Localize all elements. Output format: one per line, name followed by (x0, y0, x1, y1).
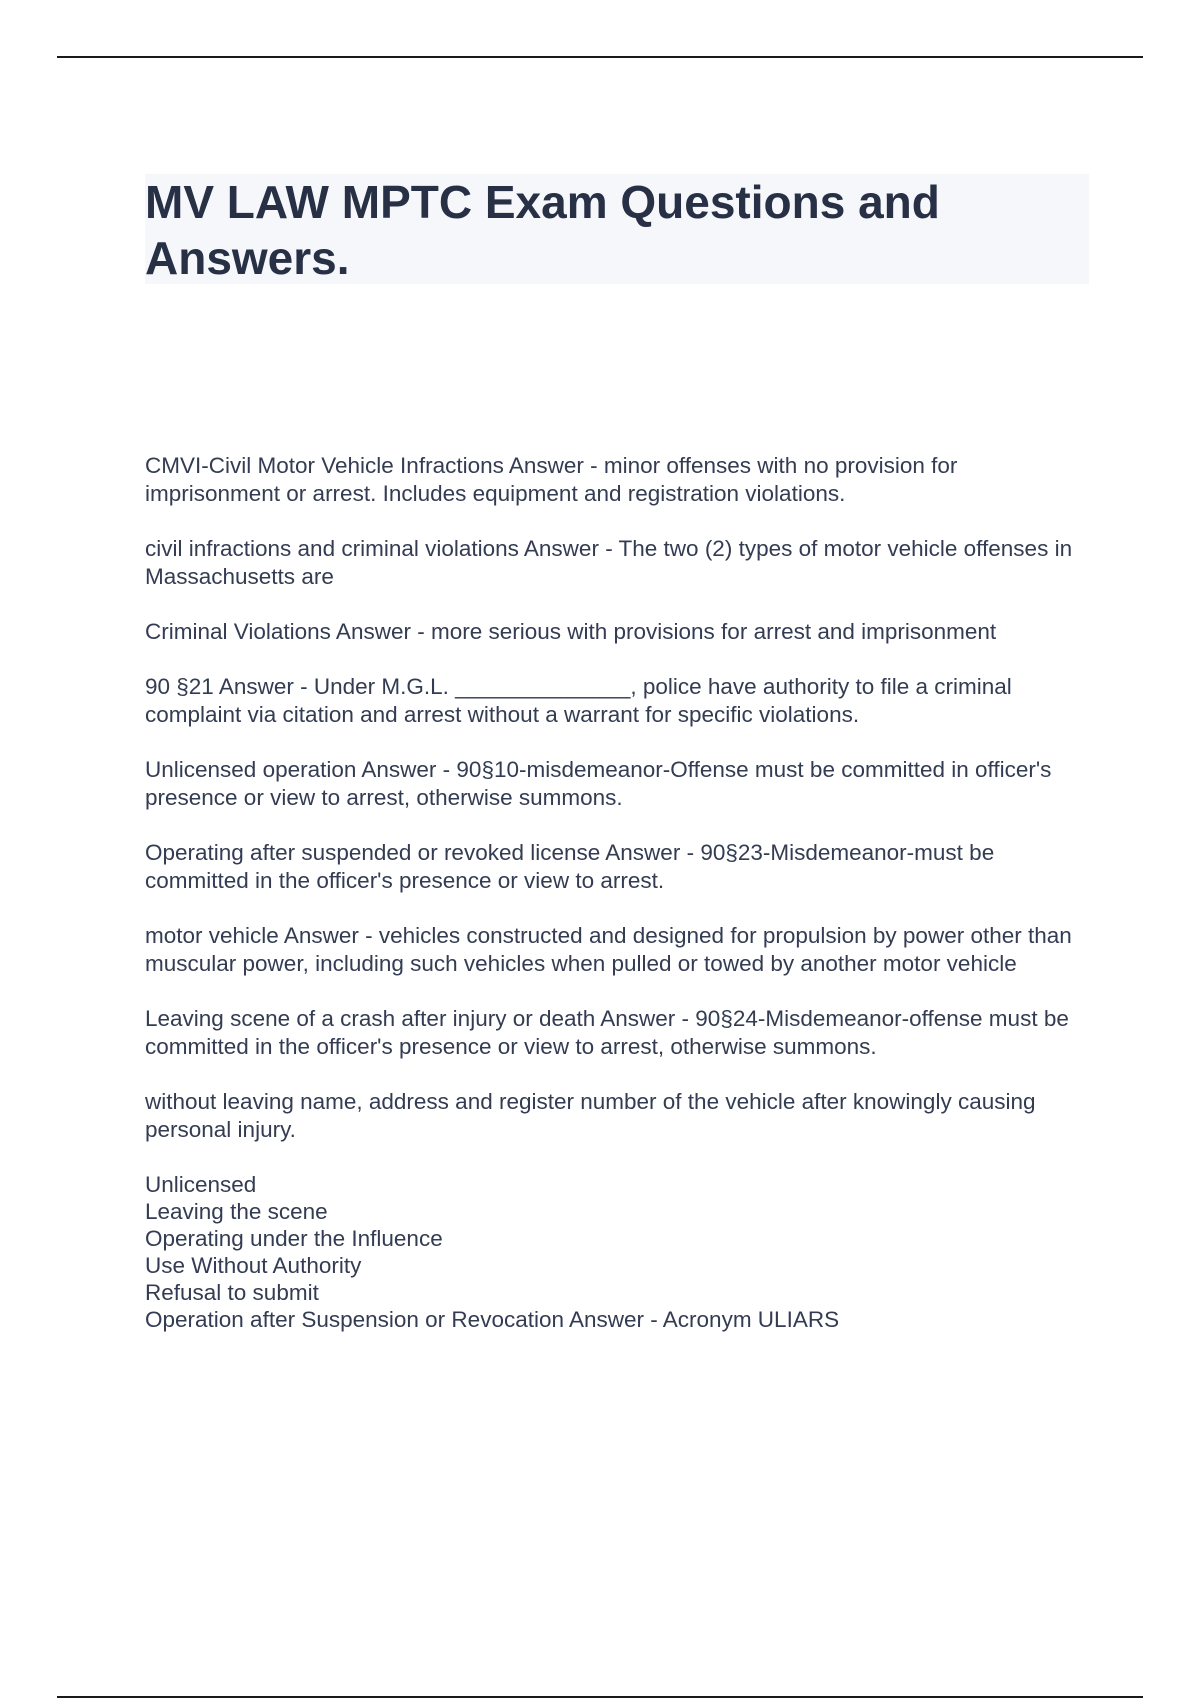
acronym-line: Operating under the Influence (145, 1226, 443, 1251)
qa-answer: The two (2) types of motor vehicle offenses in Massachusetts are (145, 536, 1073, 589)
qa-item (145, 922, 1090, 978)
acronym-list (145, 1171, 1090, 1333)
qa-term: civil infractions and criminal violations (145, 536, 519, 561)
qa-item (145, 452, 1090, 508)
qa-separator: Answer - (518, 536, 619, 561)
qa-term: motor vehicle (145, 923, 279, 948)
title-block (145, 174, 1089, 284)
qa-term: Unlicensed operation (145, 757, 357, 782)
qa-separator: Answer - (330, 619, 431, 644)
bottom-rule (57, 1696, 1143, 1698)
qa-term: CMVI-Civil Motor Vehicle Infractions (145, 453, 504, 478)
qa-item (145, 1005, 1090, 1061)
qa-term: 90 §21 (145, 674, 214, 699)
qa-separator: Answer - (503, 453, 604, 478)
acronym-line: Unlicensed (145, 1172, 257, 1197)
qa-item (145, 618, 1090, 646)
qa-separator: Answer - (595, 1006, 696, 1031)
qa-separator: Answer - (356, 757, 457, 782)
acronym-line: Operation after Suspension or Revocation Answer - Acronym ULIARS (145, 1307, 840, 1332)
qa-item (145, 673, 1090, 729)
qa-separator: Answer - (600, 840, 701, 865)
qa-answer: 90§24-Misdemeanor-offense must be committed in the officer's presence or view to arrest, otherwise summons. (145, 1006, 1069, 1059)
qa-separator: Answer - (278, 923, 379, 948)
page-title: MV LAW MPTC Exam Questions and Answers. (145, 176, 940, 284)
acronym-line: Use Without Authority (145, 1253, 362, 1278)
acronym-line: Refusal to submit (145, 1280, 319, 1305)
qa-separator: Answer - (213, 674, 314, 699)
qa-answer: minor offenses with no provision for imprisonment or arrest. Includes equipment and registration violations. (145, 453, 958, 506)
qa-item (145, 535, 1090, 591)
qa-answer: more serious with provisions for arrest and imprisonment (430, 619, 997, 644)
top-rule (57, 56, 1143, 58)
qa-answer: Under M.G.L. ______________, police have authority to file a criminal complaint via citation and arrest without a warrant for specific violations. (145, 674, 1012, 727)
qa-term: Leaving scene of a crash after injury or death (145, 1006, 596, 1031)
qa-answer: 90§23-Misdemeanor-must be committed in the officer's presence or view to arrest. (145, 840, 995, 893)
qa-answer: 90§10-misdemeanor-Offense must be committed in officer's presence or view to arrest, otherwise summons. (145, 757, 1052, 810)
qa-answer: vehicles constructed and designed for propulsion by power other than muscular power, including such vehicles when pulled or towed by another motor vehicle (145, 923, 1072, 976)
acronym-line: Leaving the scene (145, 1199, 328, 1224)
standalone-paragraph: without leaving name, address and register number of the vehicle after knowingly causing personal injury. (145, 1089, 1036, 1142)
qa-term: Criminal Violations (145, 619, 331, 644)
document-body (145, 452, 1090, 1333)
qa-item (145, 756, 1090, 812)
qa-term: Operating after suspended or revoked license (145, 840, 601, 865)
qa-item (145, 839, 1090, 895)
